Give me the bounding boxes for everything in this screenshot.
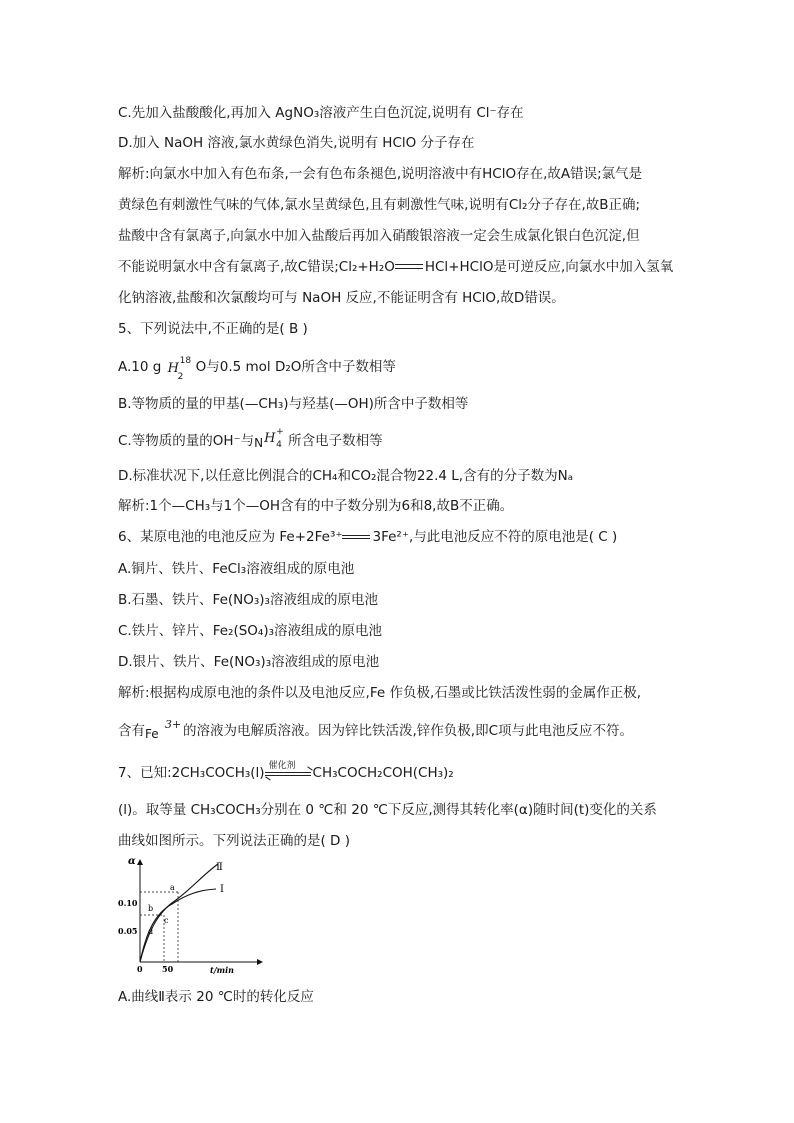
q6-suffix: 3Fe²⁺,与此电池反应不符的原电池是( C ) [372, 529, 618, 545]
y-tick-0.10: 0.10 [118, 898, 138, 908]
question-6-stem [118, 528, 617, 546]
analysis-line-4-end: HCl+HClO是可逆反应,向氯水中加入氢氧 [424, 259, 674, 275]
label-curve-I: Ⅰ [220, 884, 224, 895]
analysis-line-2: 黄绿色有刺激性气味的气体,氯水呈黄绿色,且有刺激性气味,说明有Cl₂分子存在,故B正确; [118, 197, 641, 213]
analysis-line-4 [118, 258, 673, 276]
question-6-option-c: C.铁片、锌片、Fe₂(SO₄)₃溶液组成的原电池 [118, 623, 383, 639]
analysis-line-4-start: 不能说明氯水中含有氯离子,故C错误;Cl₂+H₂O [118, 259, 395, 275]
analysis-line-1: 解析:向氯水中加入有色布条,一会有色布条褪色,说明溶液中有HClO存在,故A错误;氯气是 [118, 166, 643, 182]
question-7-option-a: A.曲线Ⅱ表示 20 ℃时的转化反应 [118, 989, 314, 1005]
q5a-suffix: O与0.5 mol D₂O所含中子数相等 [195, 359, 396, 375]
option-c-text: C.先加入盐酸酸化,再加入 AgNO₃溶液产生白色沉淀,说明有 Cl⁻存在 [118, 105, 524, 121]
point-d: d [148, 927, 154, 936]
reversible-arrow-icon [395, 261, 425, 273]
nh4-formula: N H 4 + [254, 427, 284, 450]
equals-arrow-icon [342, 531, 372, 543]
question-5-analysis: 解析:1个—CH₃与1个—OH含有的中子数分别为6和8,故B不正确。 [118, 498, 514, 514]
q5c-prefix: C.等物质的量的OH⁻与 [118, 433, 255, 449]
question-6-option-b: B.石墨、铁片、Fe(NO₃)₃溶液组成的原电池 [118, 592, 378, 608]
question-7-line-2: (l)。取等量 CH₃COCH₃分别在 0 ℃和 20 ℃下反应,测得其转化率(α)随时间(t)变化的关系 [118, 802, 657, 818]
question-6-analysis-1: 解析:根据构成原电池的条件以及电池反应,Fe 作负极,石墨或比铁活泼性弱的金属作正极, [118, 685, 642, 701]
question-6-analysis-2 [118, 718, 634, 741]
question-6-option-d: D.银片、铁片、Fe(NO₃)₃溶液组成的原电池 [118, 654, 380, 670]
option-d-text: D.加入 NaOH 溶液,氯水黄绿色消失,说明有 HClO 分子存在 [118, 135, 475, 151]
y-tick-0.05: 0.05 [118, 926, 138, 936]
question-7-stem [118, 761, 454, 782]
analysis-line-5: 化钠溶液,盐酸和次氯酸均可与 NaOH 反应,不能证明含有 HClO,故D错误。 [118, 290, 565, 306]
point-c: c [164, 916, 169, 925]
question-7-line-3: 曲线如图所示。下列说法正确的是( D ) [118, 833, 351, 849]
conversion-chart [112, 854, 272, 976]
fe3-ion: Fe 3+ [145, 718, 182, 741]
point-a: a [170, 883, 175, 892]
label-curve-II: Ⅱ [216, 862, 223, 873]
question-5-option-a [118, 356, 396, 382]
q7-prefix: 7、已知:2CH₃COCH₃(l) [118, 765, 265, 781]
q6ans-prefix: 含有 [118, 723, 145, 739]
question-6-option-a: A.铜片、铁片、FeCl₃溶液组成的原电池 [118, 561, 355, 577]
curve-II [140, 864, 218, 962]
x-axis-label: t/min [210, 965, 234, 975]
question-5-option-c [118, 427, 383, 450]
question-5-stem: 5、下列说法中,不正确的是( B ) [118, 321, 308, 337]
q7-suffix: CH₃COCH₂COH(CH₃)₂ [312, 765, 454, 781]
q5a-prefix: A.10 g [118, 359, 162, 375]
q6ans-suffix: 的溶液为电解质溶液。因为锌比铁活泼,锌作负极,即C项与此电池反应不符。 [183, 723, 634, 739]
question-5-option-b: B.等物质的量的甲基(—CH₃)与羟基(—OH)所含中子数相等 [118, 396, 469, 412]
x-tick-50: 50 [162, 964, 174, 974]
point-b: b [148, 904, 154, 913]
question-5-option-d: D.标准状况下,以任意比例混合的CH₄和CO₂混合物22.4 L,含有的分子数为Nₐ [118, 468, 573, 484]
x-tick-0: 0 [137, 964, 143, 974]
q6-prefix: 6、某原电池的电池反应为 Fe+2Fe³⁺ [118, 529, 343, 545]
y-axis-label: α [128, 856, 136, 867]
catalyst-arrow-icon: 催化剂 [265, 766, 313, 780]
analysis-line-3: 盐酸中含有氯离子,向氯水中加入盐酸后再加入硝酸银溶液一定会生成氯化银白色沉淀,但 [118, 228, 640, 244]
q5c-suffix: 所含电子数相等 [288, 433, 383, 449]
h2-18-formula: H 2 18 [167, 356, 192, 382]
